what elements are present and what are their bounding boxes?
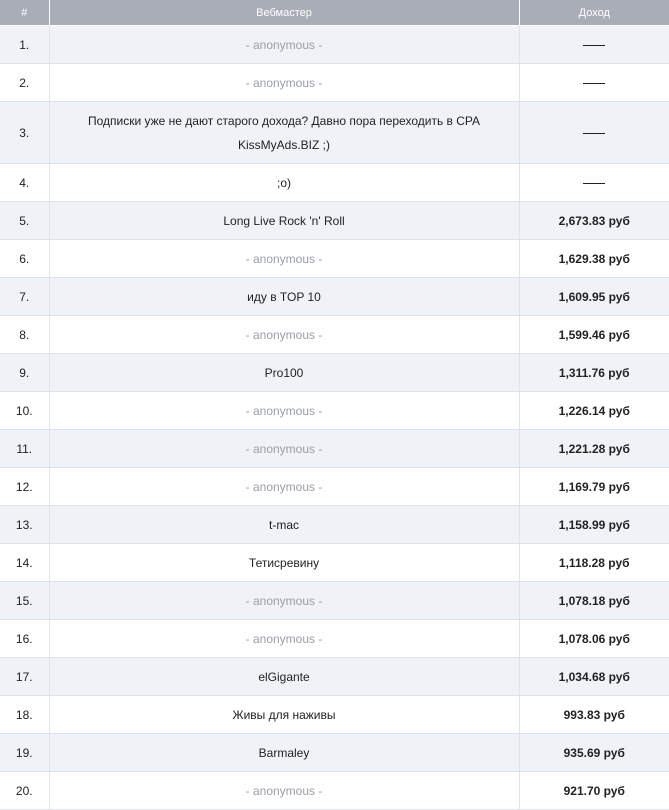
webmaster-cell [49, 354, 519, 392]
income-hidden-dash [519, 26, 669, 64]
table-row [0, 26, 669, 64]
rank-cell: 9. [0, 354, 49, 392]
rank-cell: 14. [0, 544, 49, 582]
webmaster-name: Pro100 [264, 365, 304, 380]
income-cell: 993.83 руб [519, 696, 669, 734]
rank-cell: 10. [0, 392, 49, 430]
webmaster-cell [49, 620, 519, 658]
table-body [0, 26, 669, 810]
webmaster-name: Тетисревину [248, 555, 320, 570]
income-cell: 935.69 руб [519, 734, 669, 772]
webmaster-cell [49, 506, 519, 544]
income-cell: 1,078.18 руб [519, 582, 669, 620]
table-row [0, 102, 669, 164]
rank-cell: 2. [0, 64, 49, 102]
table-row [0, 468, 669, 506]
webmaster-cell [49, 392, 519, 430]
table-row [0, 620, 669, 658]
table-row [0, 506, 669, 544]
rank-cell: 1. [0, 26, 49, 64]
webmaster-name: Long Live Rock 'n' Roll [223, 213, 345, 228]
webmaster-cell [49, 430, 519, 468]
income-hidden-dash [519, 102, 669, 164]
webmaster-cell [49, 544, 519, 582]
webmaster-cell [49, 102, 519, 164]
rank-cell: 19. [0, 734, 49, 772]
webmaster-cell [49, 202, 519, 240]
webmaster-name: Подписки уже не дают старого дохода? Давно пора переходить в CPA KissMyAds.BIZ ;) [87, 113, 481, 152]
income-cell: 1,169.79 руб [519, 468, 669, 506]
webmaster-cell [49, 64, 519, 102]
table-row [0, 316, 669, 354]
webmaster-name: t-mac [269, 517, 299, 532]
table-header [0, 0, 669, 26]
webmaster-cell [49, 468, 519, 506]
webmaster-name: Barmaley [258, 745, 310, 760]
rank-cell: 7. [0, 278, 49, 316]
income-cell: 1,311.76 руб [519, 354, 669, 392]
income-hidden-dash [519, 164, 669, 202]
rank-cell: 8. [0, 316, 49, 354]
webmaster-name: - anonymous - [245, 593, 323, 608]
webmaster-name: elGigante [258, 669, 310, 684]
webmaster-cell [49, 240, 519, 278]
rank-cell: 18. [0, 696, 49, 734]
rank-cell: 16. [0, 620, 49, 658]
table-row [0, 772, 669, 810]
rank-cell: 15. [0, 582, 49, 620]
webmaster-name: - anonymous - [245, 441, 323, 456]
header-income: Доход [519, 0, 669, 26]
income-cell: 1,034.68 руб [519, 658, 669, 696]
webmaster-name: - anonymous - [245, 783, 323, 798]
webmaster-name: ;o) [276, 175, 291, 190]
income-cell: 1,629.38 руб [519, 240, 669, 278]
webmaster-name: - anonymous - [245, 631, 323, 646]
dash-mark [583, 183, 605, 184]
webmaster-cell [49, 278, 519, 316]
webmaster-name: - anonymous - [245, 403, 323, 418]
header-row [0, 0, 669, 26]
webmaster-name: - anonymous - [245, 75, 323, 90]
table-row [0, 64, 669, 102]
rank-cell: 6. [0, 240, 49, 278]
rank-cell: 13. [0, 506, 49, 544]
webmaster-cell [49, 658, 519, 696]
table-row [0, 392, 669, 430]
table-row [0, 658, 669, 696]
table-row [0, 240, 669, 278]
header-webmaster: Вебмастер [49, 0, 519, 26]
table-row [0, 696, 669, 734]
webmaster-name: - anonymous - [245, 327, 323, 342]
webmaster-cell [49, 164, 519, 202]
webmaster-cell [49, 696, 519, 734]
income-cell: 1,609.95 руб [519, 278, 669, 316]
webmaster-name: - anonymous - [245, 479, 323, 494]
dash-mark [583, 83, 605, 84]
income-cell: 1,221.28 руб [519, 430, 669, 468]
income-cell: 1,158.99 руб [519, 506, 669, 544]
table-row [0, 278, 669, 316]
webmaster-name: - anonymous - [245, 251, 323, 266]
webmaster-cell [49, 582, 519, 620]
rank-cell: 12. [0, 468, 49, 506]
webmaster-cell [49, 734, 519, 772]
income-cell: 1,078.06 руб [519, 620, 669, 658]
rank-cell: 11. [0, 430, 49, 468]
rank-cell: 3. [0, 102, 49, 164]
header-rank: # [0, 0, 49, 26]
table-row [0, 544, 669, 582]
table-row [0, 164, 669, 202]
income-cell: 1,118.28 руб [519, 544, 669, 582]
webmaster-cell [49, 772, 519, 810]
dash-mark [583, 45, 605, 46]
income-cell: 1,599.46 руб [519, 316, 669, 354]
dash-mark [583, 133, 605, 134]
income-cell: 921.70 руб [519, 772, 669, 810]
rank-cell: 5. [0, 202, 49, 240]
income-cell: 2,673.83 руб [519, 202, 669, 240]
table-row [0, 734, 669, 772]
rank-cell: 4. [0, 164, 49, 202]
table-row [0, 202, 669, 240]
table-row [0, 430, 669, 468]
webmaster-name: иду в TOP 10 [247, 289, 321, 304]
webmaster-name: Живы для наживы [232, 707, 336, 722]
rank-cell: 20. [0, 772, 49, 810]
rank-cell: 17. [0, 658, 49, 696]
income-hidden-dash [519, 64, 669, 102]
webmaster-cell [49, 316, 519, 354]
webmaster-cell [49, 26, 519, 64]
table-row [0, 354, 669, 392]
webmaster-name: - anonymous - [245, 37, 323, 52]
table-row [0, 582, 669, 620]
income-cell: 1,226.14 руб [519, 392, 669, 430]
